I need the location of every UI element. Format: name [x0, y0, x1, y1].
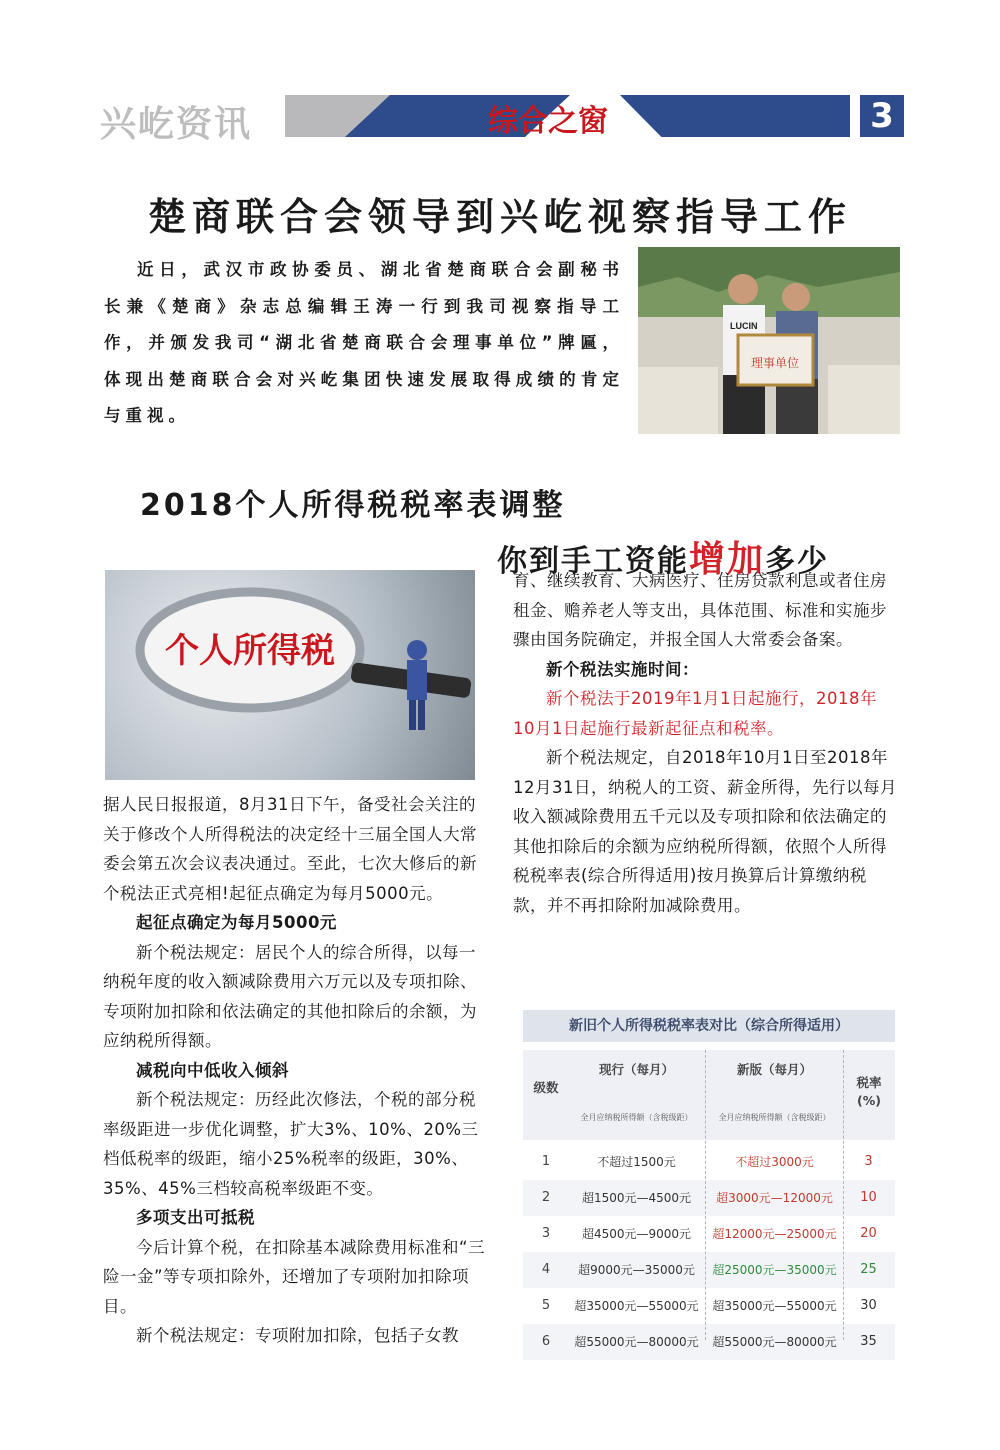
article1-title: 楚商联合会领导到兴屹视察指导工作 [147, 194, 852, 239]
article2-left-column [103, 790, 488, 1351]
page-number: 3 [860, 95, 904, 137]
row-rate: 3 [864, 1154, 873, 1169]
row-rate: 25 [860, 1262, 877, 1277]
transition-rule: 新个税法规定，自2018年10月1日至2018年12月31日，纳税人的工资、薪金所得，先行以每月收入额减除费用五千元以及专项扣除和依法确定的其他扣除后的余额为应纳税所得额，依照个人所得税税率表(综合所得适用)按月换算后计算缴纳税款，并不再扣除附加减除费用。 [513, 748, 897, 915]
paragraph: 据人民日报报道，8月31日下午，备受社会关注的关于修改个人所得税法的决定经十三届全国人大常委会第五次会议表决通过。至此，七次大修后的新个税法正式亮相!起征点确定为每月5000元。 [103, 795, 477, 903]
section-heading: 减税向中低收入倾斜 [136, 1060, 289, 1080]
row-current-bracket: 超55000元—80000元 [574, 1335, 699, 1349]
row-new-bracket: 超35000元—55000元 [712, 1299, 837, 1313]
row-level: 4 [541, 1262, 551, 1277]
tax-rate-table [523, 1010, 895, 1349]
row-current-bracket: 不超过1500元 [597, 1155, 676, 1169]
article1-photo [638, 247, 900, 434]
row-rate: 30 [860, 1298, 877, 1313]
row-level: 1 [541, 1154, 551, 1169]
row-new-bracket: 超3000元—12000元 [716, 1191, 833, 1205]
article2-right-column [513, 566, 898, 920]
header-blue-band [620, 95, 850, 137]
header-level: 级数 [533, 1080, 559, 1095]
paragraph: 今后计算个税，在扣除基本减除费用标准和“三险一金”等专项扣除外，还增加了专项附加扣除项目。 [103, 1237, 486, 1316]
header-new: 新版（每月） [736, 1062, 812, 1077]
table-row [523, 1144, 895, 1180]
table-row [523, 1324, 895, 1360]
implementation-date: 新个税法于2019年1月1日起施行，2018年10月1日起施行最新起征点和税率。 [513, 689, 877, 738]
row-new-bracket: 超25000元—35000元 [712, 1263, 837, 1277]
row-current-bracket: 超1500元—4500元 [581, 1191, 692, 1205]
header-current-sub: 全月应纳税所得额（含税级距） [580, 1113, 693, 1122]
tax-magnifier-image [105, 570, 475, 780]
row-current-bracket: 超35000元—55000元 [574, 1299, 699, 1313]
subtitle-highlight: 增加 [689, 539, 766, 580]
row-level: 5 [541, 1298, 551, 1313]
article1-body: 近日，武汉市政协委员、湖北省楚商联合会副秘书长兼《楚商》杂志总编辑王涛一行到我司视察指导工作，并颁发我司“湖北省楚商联合会理事单位”牌匾，体现出楚商联合会对兴屹集团快速发展取得成绩的肯定与重视。 [104, 260, 624, 425]
section-heading: 起征点确定为每月5000元 [136, 913, 337, 932]
section-heading: 多项支出可抵税 [136, 1208, 255, 1227]
paragraph: 新个税法规定：专项附加扣除，包括子女教 [136, 1326, 459, 1345]
row-new-bracket: 超55000元—80000元 [712, 1335, 837, 1349]
header-rate: 税率(%) [856, 1075, 882, 1108]
table-row [523, 1180, 895, 1216]
right-continued: 育、继续教育、大病医疗、住房贷款利息或者住房租金、赡养老人等支出，具体范围、标准和实施步骤由国务院确定，并报全国人大常委会备案。 [513, 571, 887, 649]
table-title: 新旧个人所得税税率表对比（综合所得适用） [523, 1010, 895, 1042]
row-current-bracket: 超4500元—9000元 [581, 1227, 692, 1241]
magnifier-text: 个人所得税 [165, 631, 335, 671]
article2-title: 2018个人所得税税率表调整 [140, 488, 566, 523]
row-new-bracket: 超12000元—25000元 [712, 1227, 837, 1241]
row-rate: 35 [860, 1334, 877, 1349]
table-row [523, 1252, 895, 1288]
shirt-text: LUCIN [730, 321, 758, 331]
row-current-bracket: 超9000元—35000元 [578, 1263, 695, 1277]
table-divider [705, 1050, 707, 1340]
visit-photo-illustration [638, 247, 900, 434]
brand-title: 兴屹资讯 [100, 104, 253, 145]
header-current: 现行（每月） [598, 1062, 674, 1077]
table-row [523, 1288, 895, 1324]
section-title: 综合之窗 [488, 104, 608, 139]
paragraph: 新个税法规定：历经此次修法，个税的部分税率级距进一步优化调整，扩大3%、10%、20%三档低税率的级距，缩小25%税率的级距，30%、35%、45%三档较高税率级距不变。 [103, 1090, 479, 1198]
row-rate: 10 [860, 1190, 877, 1205]
plaque-text: 理事单位 [750, 356, 800, 370]
table-row [523, 1216, 895, 1252]
table-header [523, 1050, 895, 1140]
implementation-heading: 新个税法实施时间： [546, 659, 699, 679]
row-rate: 20 [860, 1226, 877, 1241]
header-new-sub: 全月应纳税所得额（含税级距） [718, 1113, 831, 1122]
paragraph: 新个税法规定：居民个人的综合所得，以每一纳税年度的收入额减除费用六万元以及专项扣除、专项附加扣除和依法确定的其他扣除后的余额，为应纳税所得额。 [103, 942, 477, 1050]
row-level: 6 [541, 1334, 551, 1349]
row-level: 2 [541, 1190, 551, 1205]
row-level: 3 [541, 1226, 551, 1241]
article2-subtitle: 你到手工资能增加多少 [497, 539, 830, 580]
row-new-bracket: 不超过3000元 [735, 1155, 814, 1169]
table-divider [843, 1050, 845, 1340]
